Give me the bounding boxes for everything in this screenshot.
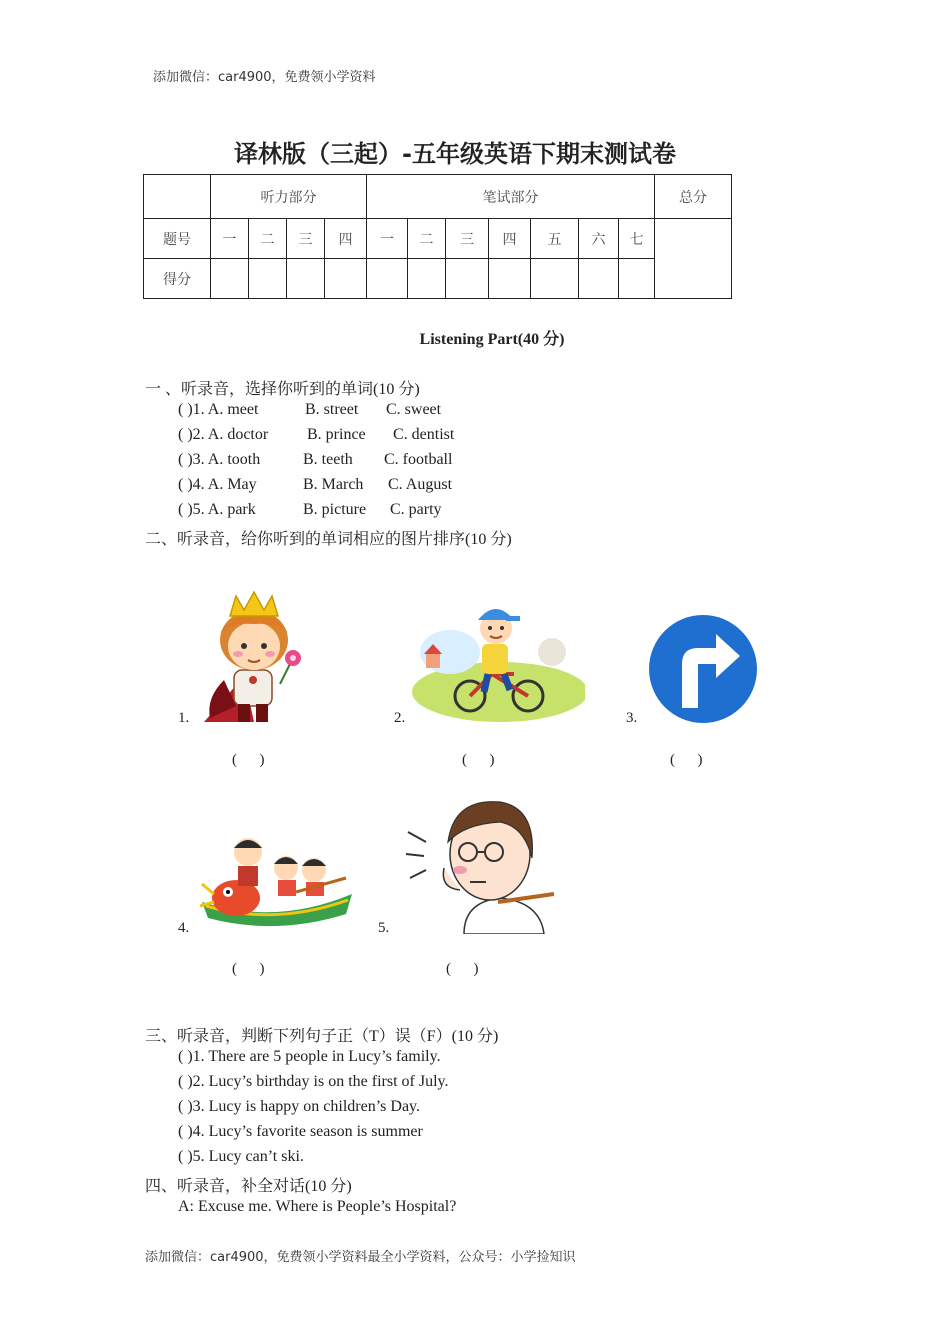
true-false-question: ( )2. Lucy’s birthday is on the first of July. bbox=[178, 1073, 449, 1090]
score-cell bbox=[408, 259, 446, 299]
score-cell bbox=[367, 259, 408, 299]
score-cell bbox=[249, 259, 287, 299]
option-c: C. August bbox=[388, 476, 453, 493]
listening-col: 二 bbox=[249, 219, 287, 259]
picture-number: 3. bbox=[626, 710, 638, 726]
score-cell bbox=[325, 259, 367, 299]
answer-parentheses: ( ) bbox=[670, 752, 703, 768]
choice-question bbox=[178, 401, 258, 419]
written-col: 六 bbox=[579, 219, 619, 259]
written-part-header: 笔试部分 bbox=[367, 175, 655, 219]
option-b: B. teeth bbox=[303, 451, 353, 468]
written-col: 五 bbox=[531, 219, 579, 259]
dialogue-line: A: Excuse me. Where is People’s Hospital? bbox=[178, 1198, 457, 1215]
option-c: C. party bbox=[390, 501, 442, 518]
choice-question bbox=[178, 501, 256, 519]
score-cell bbox=[619, 259, 655, 299]
written-col: 七 bbox=[619, 219, 655, 259]
listening-part-header: 听力部分 bbox=[211, 175, 367, 219]
score-table-corner bbox=[144, 175, 211, 219]
listening-col: 一 bbox=[211, 219, 249, 259]
written-col: 二 bbox=[408, 219, 446, 259]
option-a: ( )2. A. doctor bbox=[178, 426, 269, 443]
prince-icon bbox=[196, 588, 311, 726]
picture-number: 5. bbox=[378, 920, 390, 936]
answer-parentheses: ( ) bbox=[446, 961, 479, 977]
answer-parentheses: ( ) bbox=[232, 961, 265, 977]
option-b: B. prince bbox=[307, 426, 366, 443]
listening-part-title: Listening Part(40 分) bbox=[419, 331, 565, 348]
score-table bbox=[143, 174, 732, 299]
option-c: C. sweet bbox=[386, 401, 442, 418]
written-col: 四 bbox=[489, 219, 531, 259]
option-b: B. March bbox=[303, 476, 364, 493]
section-4-title: 四、听录音，补全对话(10 分) bbox=[145, 1178, 352, 1195]
total-header: 总分 bbox=[655, 175, 732, 219]
score-cell bbox=[531, 259, 579, 299]
written-col: 三 bbox=[446, 219, 489, 259]
score-cell bbox=[211, 259, 249, 299]
option-b: B. picture bbox=[303, 501, 367, 518]
true-false-question: ( )3. Lucy is happy on children’s Day. bbox=[178, 1098, 421, 1115]
listening-col: 三 bbox=[287, 219, 325, 259]
score-cell bbox=[287, 259, 325, 299]
answer-parentheses: ( ) bbox=[232, 752, 265, 768]
dragon-boat-icon bbox=[196, 822, 356, 934]
footer-note: 添加微信：car4900，免费领小学资料最全小学资料，公众号：小学捡知识 bbox=[145, 1250, 576, 1265]
boy-on-bicycle-icon bbox=[410, 592, 585, 722]
score-cell bbox=[446, 259, 489, 299]
picture-number: 4. bbox=[178, 920, 190, 936]
choice-question bbox=[178, 476, 257, 494]
section-1-title: 一 、听录音，选择你听到的单词(10 分) bbox=[145, 381, 420, 398]
section-3-title: 三、听录音，判断下列句子正（T）误（F）(10 分) bbox=[145, 1028, 499, 1045]
true-false-question: ( )4. Lucy’s favorite season is summer bbox=[178, 1123, 423, 1140]
option-b: B. street bbox=[305, 401, 359, 418]
choice-question bbox=[178, 451, 260, 469]
total-score-cell bbox=[655, 219, 732, 299]
question-number-label: 题号 bbox=[144, 219, 211, 259]
turn-right-sign-icon bbox=[646, 612, 760, 726]
section-2-title: 二、听录音，给你听到的单词相应的图片排序(10 分) bbox=[145, 531, 512, 548]
written-col: 一 bbox=[367, 219, 408, 259]
toothache-man-icon bbox=[404, 798, 554, 934]
option-a: ( )4. A. May bbox=[178, 476, 257, 493]
score-row-label: 得分 bbox=[144, 259, 211, 299]
option-c: C. football bbox=[384, 451, 453, 468]
answer-parentheses: ( ) bbox=[462, 752, 495, 768]
listening-col: 四 bbox=[325, 219, 367, 259]
choice-question bbox=[178, 426, 268, 444]
picture-number: 1. bbox=[178, 710, 190, 726]
option-a: ( )1. A. meet bbox=[178, 401, 259, 418]
true-false-question: ( )5. Lucy can’t ski. bbox=[178, 1148, 304, 1165]
header-note: 添加微信：car4900，免费领小学资料 bbox=[153, 70, 376, 85]
true-false-question: ( )1. There are 5 people in Lucy’s family. bbox=[178, 1048, 441, 1065]
option-c: C. dentist bbox=[393, 426, 455, 443]
option-a: ( )3. A. tooth bbox=[178, 451, 261, 468]
picture-number: 2. bbox=[394, 710, 406, 726]
score-cell bbox=[489, 259, 531, 299]
page-title: 译林版（三起）-五年级英语下期末测试卷 bbox=[234, 140, 676, 168]
score-cell bbox=[579, 259, 619, 299]
option-a: ( )5. A. park bbox=[178, 501, 256, 518]
